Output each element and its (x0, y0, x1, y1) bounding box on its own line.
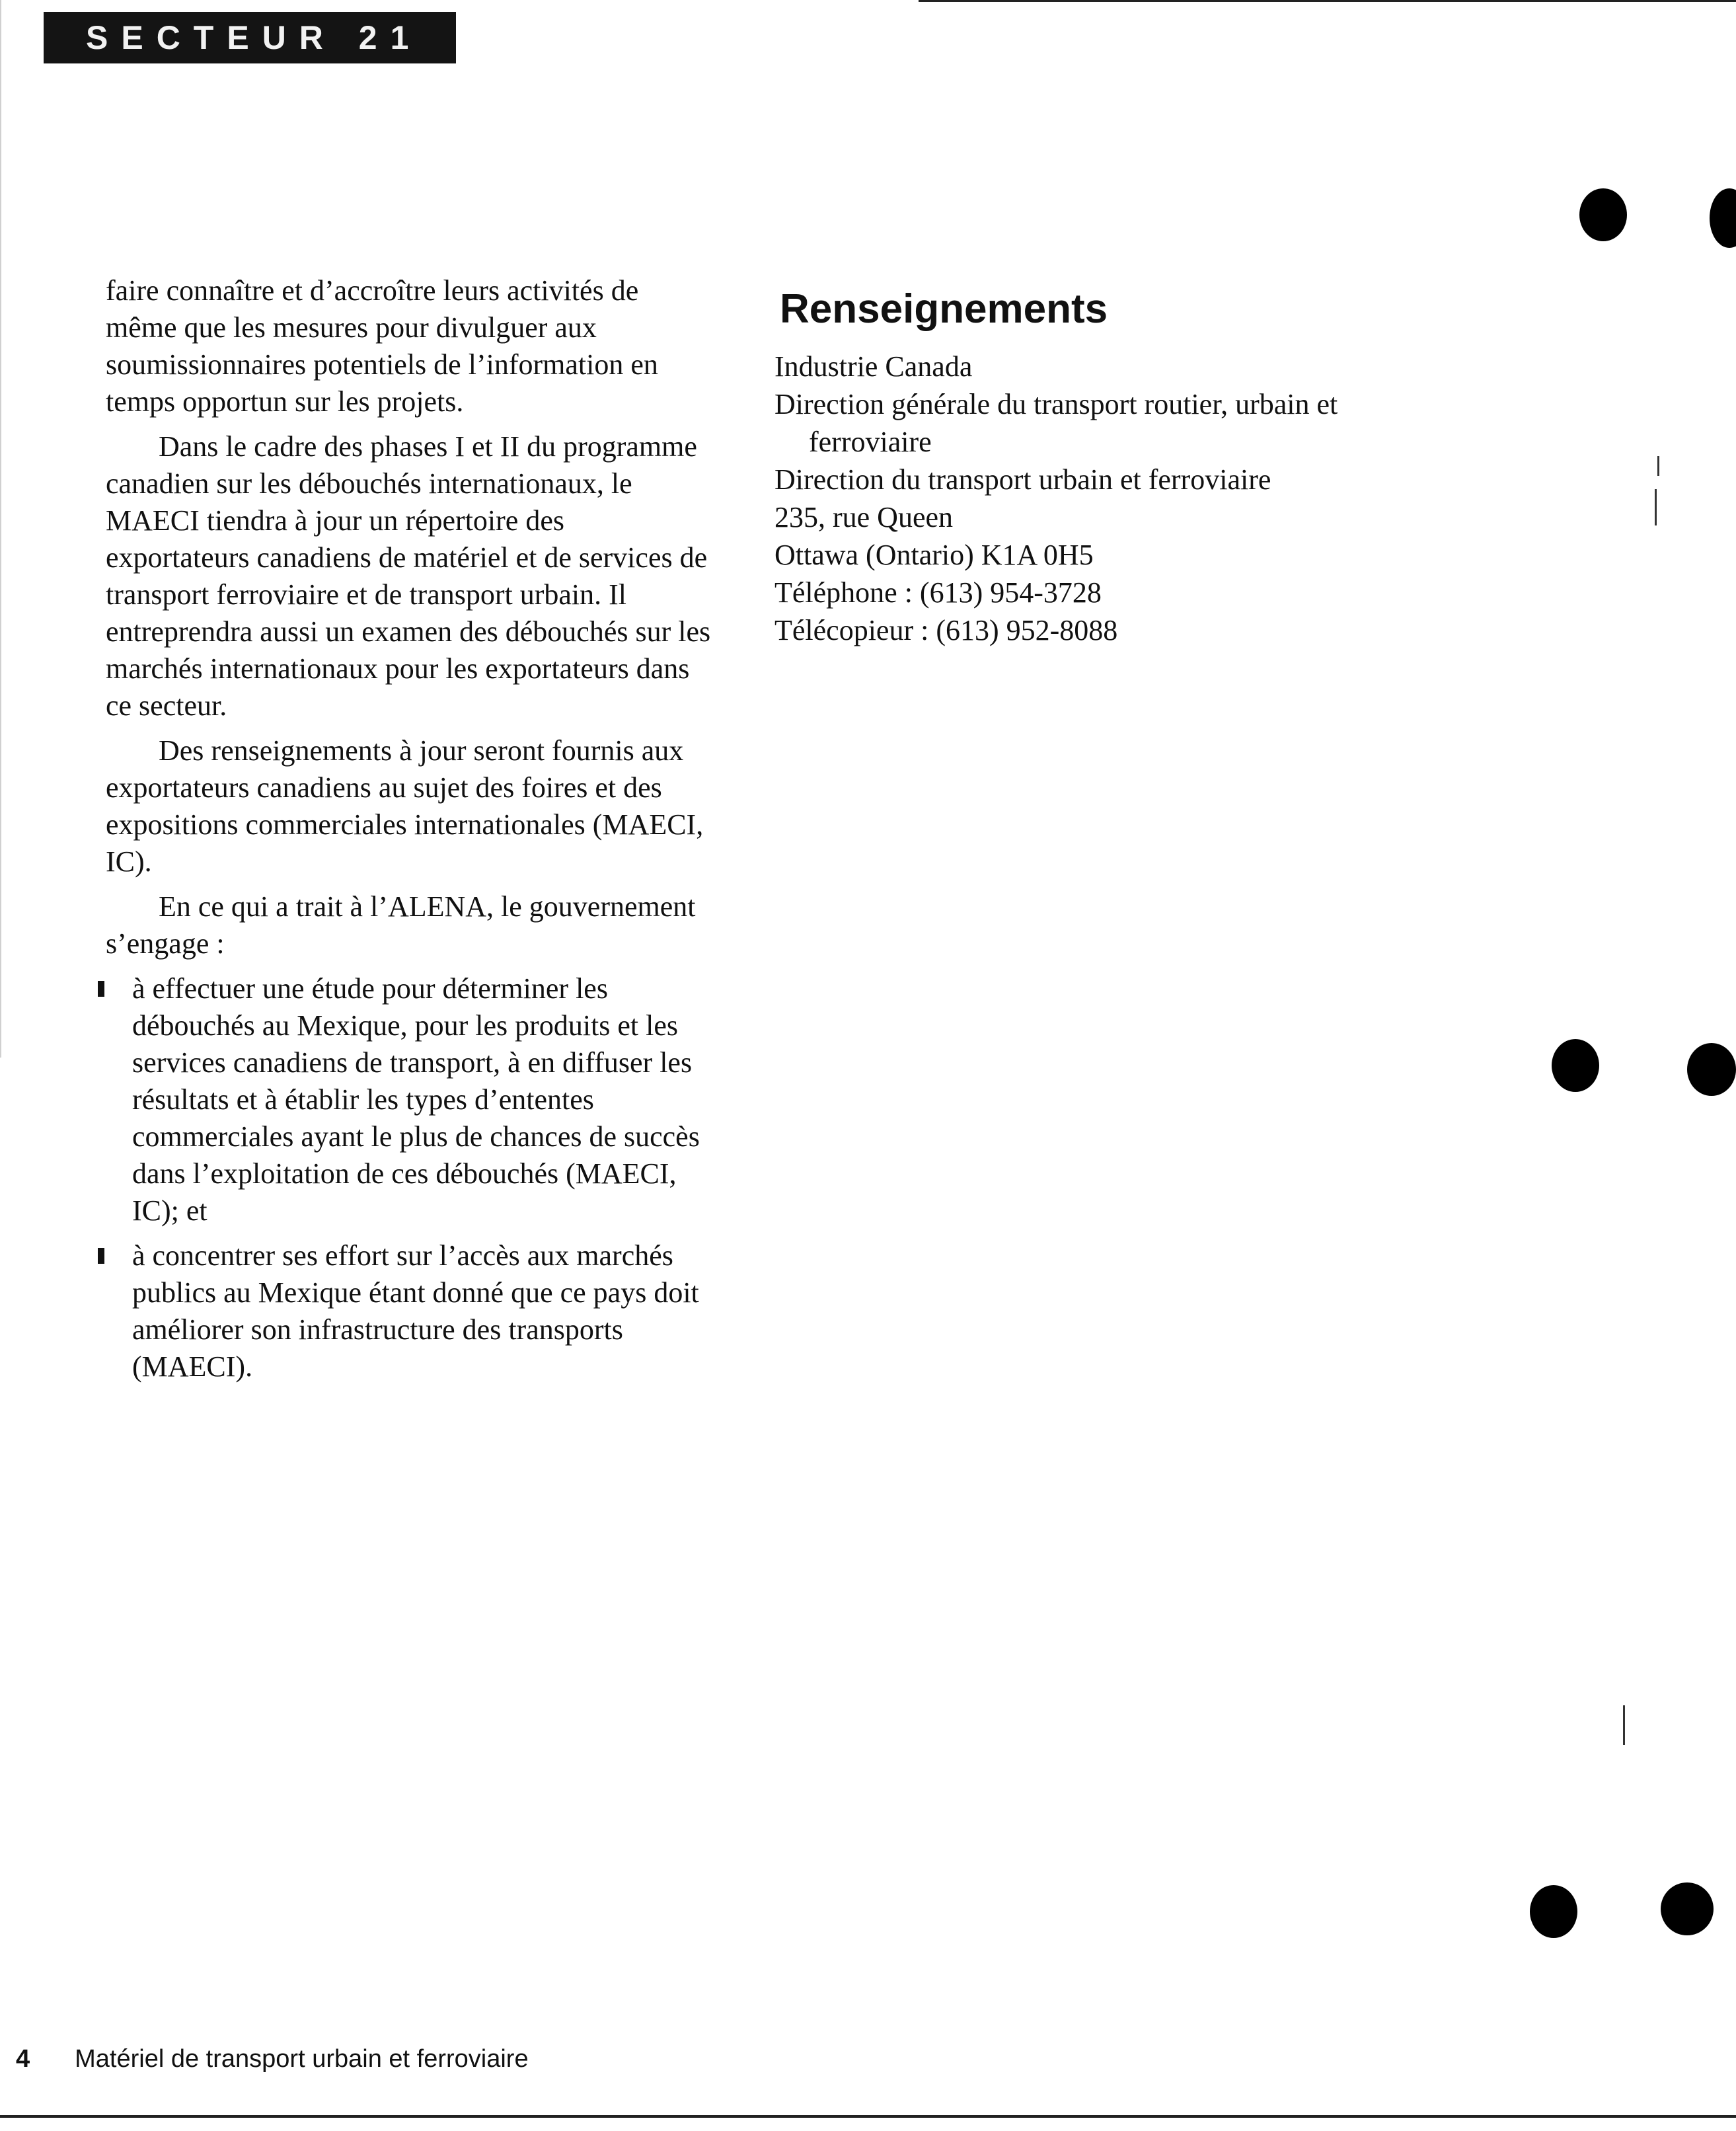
bullet-marker-icon (98, 1248, 104, 1264)
contact-block (774, 283, 1402, 649)
scan-mark (1655, 489, 1657, 525)
paragraph-3: Des renseignements à jour seront fournis aux exportateurs canadiens au sujet des foires et des expositions commerciales internationales (MAECI, IC). (106, 734, 704, 878)
scan-mark (1657, 456, 1659, 476)
top-rule (919, 0, 1736, 2)
footer-title: Matériel de transport urbain et ferroviaire (75, 2045, 529, 2073)
scan-mark (1623, 1705, 1625, 1745)
contact-line: Direction du transport urbain et ferroviaire (774, 463, 1271, 496)
bullet-text: à effectuer une étude pour déterminer les débouchés au Mexique, pour les produits et les services canadiens de transport, à en diffuser les résultats et à établir les types d’ententes commerciales ayant le plus de chances de succès dans l’exploitation de ces débouchés (MAECI, IC); et (132, 972, 700, 1227)
page-number: 4 (16, 2045, 30, 2073)
bullet-text: à concentrer ses effort sur l’accès aux marchés publics au Mexique étant donné que ce pays doit améliorer son infrastructure des transports (MAECI). (132, 1239, 699, 1383)
contact-fax: Télécopieur : (613) 952-8088 (774, 614, 1118, 646)
contact-line: Industrie Canada (774, 350, 973, 383)
punch-hole-icon (1710, 188, 1736, 248)
bullet-list (106, 970, 714, 1385)
list-item (106, 1237, 714, 1385)
punch-hole-icon (1687, 1043, 1736, 1096)
contact-line: Ottawa (Ontario) K1A 0H5 (774, 539, 1094, 571)
section-heading: Renseignements (780, 286, 1108, 332)
punch-hole-icon (1661, 1882, 1714, 1935)
punch-hole-icon (1579, 188, 1627, 241)
contact-line: ferroviaire (809, 426, 932, 458)
list-item (106, 970, 714, 1229)
punch-hole-icon (1552, 1039, 1599, 1092)
contact-line: 235, rue Queen (774, 501, 954, 533)
bottom-rule (0, 2115, 1736, 2118)
left-column (106, 272, 714, 1393)
contact-phone: Téléphone : (613) 954-3728 (774, 576, 1102, 609)
paragraph-2: Dans le cadre des phases I et II du programme canadien sur les débouchés internationaux, le MAECI tiendra à jour un répertoire des exportateurs canadiens de matériel et de services de transport ferroviaire et de transport urbain. Il entreprendra aussi un examen des débouchés sur les marchés internationaux pour les exportateurs dans ce secteur. (106, 430, 711, 722)
contact-line: Direction générale du transport routier, urbain et (774, 388, 1338, 420)
paragraph-1: faire connaître et d’accroître leurs activités de même que les mesures pour divulguer aux soumissionnaires potentiels de l’information en temps opportun sur les projets. (106, 274, 658, 418)
punch-hole-icon (1530, 1885, 1577, 1938)
bullet-marker-icon (98, 981, 104, 997)
section-tab: SECTEUR 21 (44, 12, 456, 63)
page-footer (16, 2042, 529, 2075)
left-margin-rule (0, 0, 1, 1058)
paragraph-4: En ce qui a trait à l’ALENA, le gouvernement s’engage : (106, 890, 696, 960)
